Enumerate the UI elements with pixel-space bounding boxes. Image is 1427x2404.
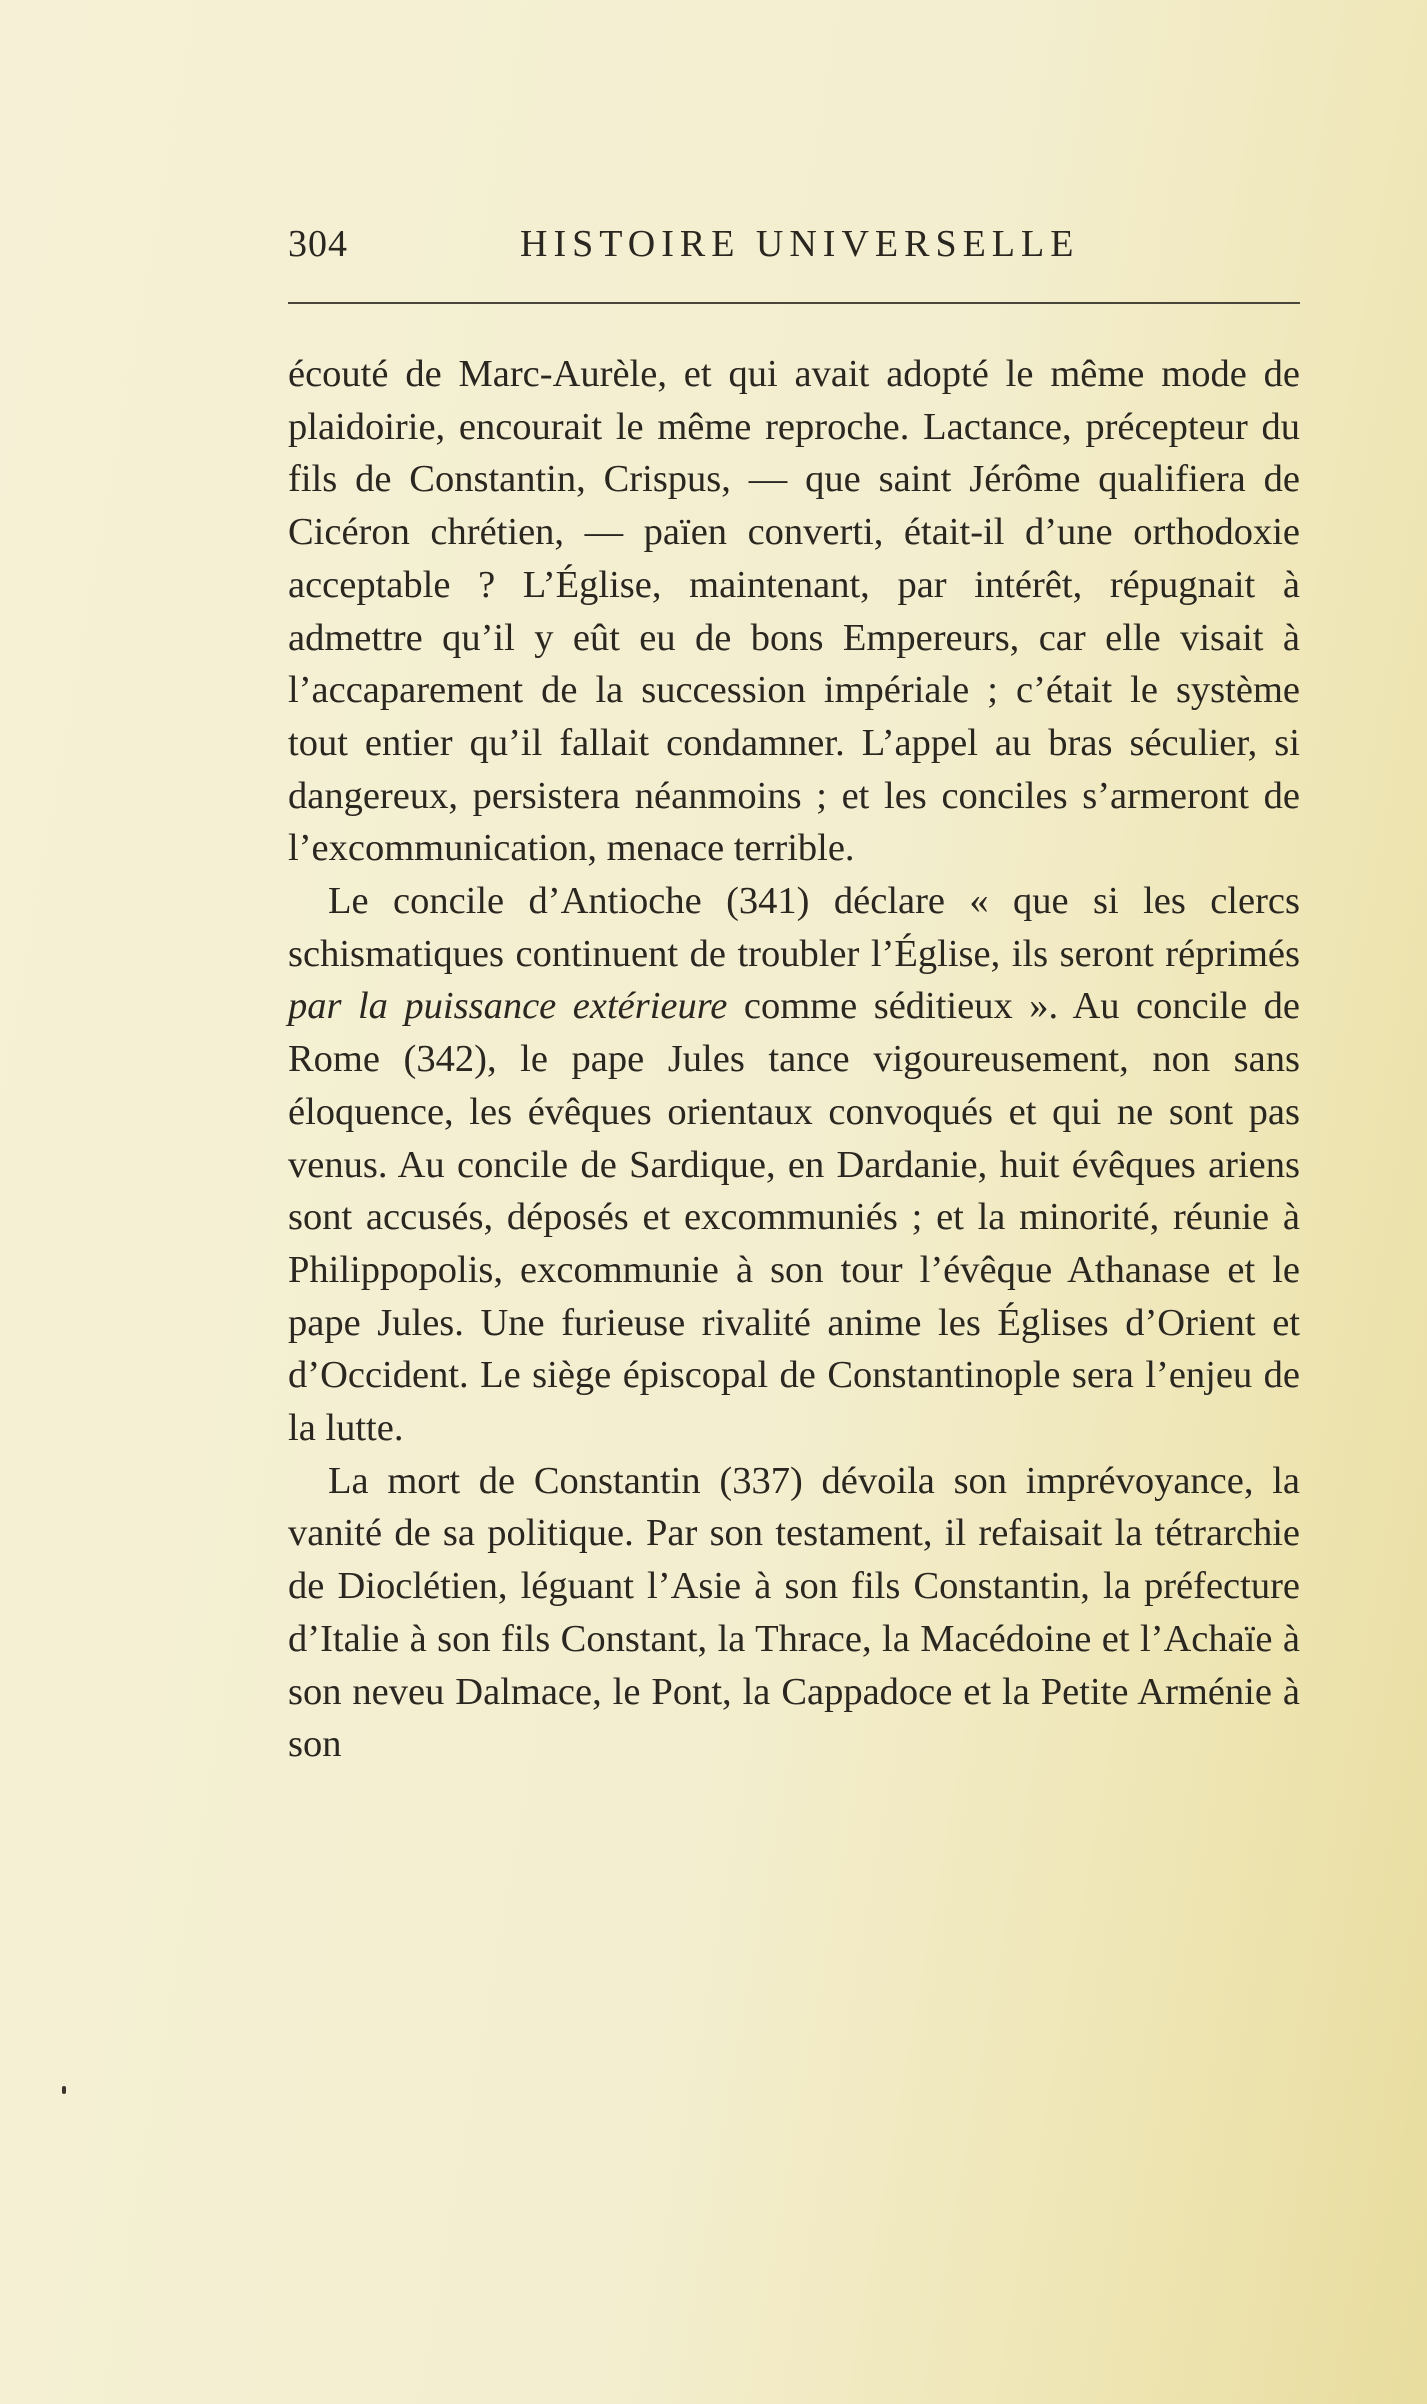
paragraph-1: écouté de Marc-Aurèle, et qui avait adopté le même mode de plaidoirie, encourait le même reproche. Lactance, précepteur du fils de Constantin, Crispus, — que saint Jérôme qualifiera de Cicéron chrétien, — païen converti, était-il d’une orthodoxie acceptable ? L’Église, maintenant, par intérêt, répugnait à admettre qu’il y eût eu de bons Empereurs, car elle visait à l’accaparement de la succession impériale ; c’était le système tout entier qu’il fallait condamner. L’appel au bras séculier, si dangereux, persistera néanmoins ; et les conciles s’armeront de l’excommunication, menace terrible.: [288, 353, 1300, 870]
paragraph-3: La mort de Constantin (337) dévoila son imprévoyance, la vanité de sa politique. Par son testament, il refaisait la tétrarchie de Dioclétien, léguant l’Asie à son fils Constantin, la préfecture d’Italie à son fils Constant, la Thrace, la Macédoine et l’Achaïe à son neveu Dalmace, le Pont, la Cappadoce et la Petite Arménie à son: [288, 1459, 1300, 1766]
paragraph-2-lead: Le concile d’Antioche (341) déclare « que si les clercs schismatiques continuent de troubler l’Église, ils seront réprimés: [288, 880, 1300, 975]
page-number: 304: [288, 223, 348, 265]
paper-speck: [62, 2086, 66, 2094]
header-rule: [288, 302, 1300, 304]
body-text: [288, 348, 1300, 1771]
paragraph-2-rest: comme séditieux ». Au concile de Rome (342), le pape Jules tance vigoureusement, non sans éloquence, les évêques orientaux convoqués et qui ne sont pas venus. Au concile de Sardique, en Dardanie, huit évêques ariens sont accusés, déposés et excommuniés ; et la minorité, réunie à Philippopolis, excommunie à son tour l’évêque Athanase et le pape Jules. Une furieuse rivalité anime les Églises d’Orient et d’Occident. Le siège épiscopal de Constantinople sera l’enjeu de la lutte.: [288, 985, 1300, 1450]
paragraph-2: [288, 875, 1300, 1455]
italic-phrase: par la puissance extérieure: [288, 985, 728, 1028]
running-title: HISTOIRE UNIVERSELLE: [520, 223, 1080, 265]
page-header: [288, 222, 1300, 272]
